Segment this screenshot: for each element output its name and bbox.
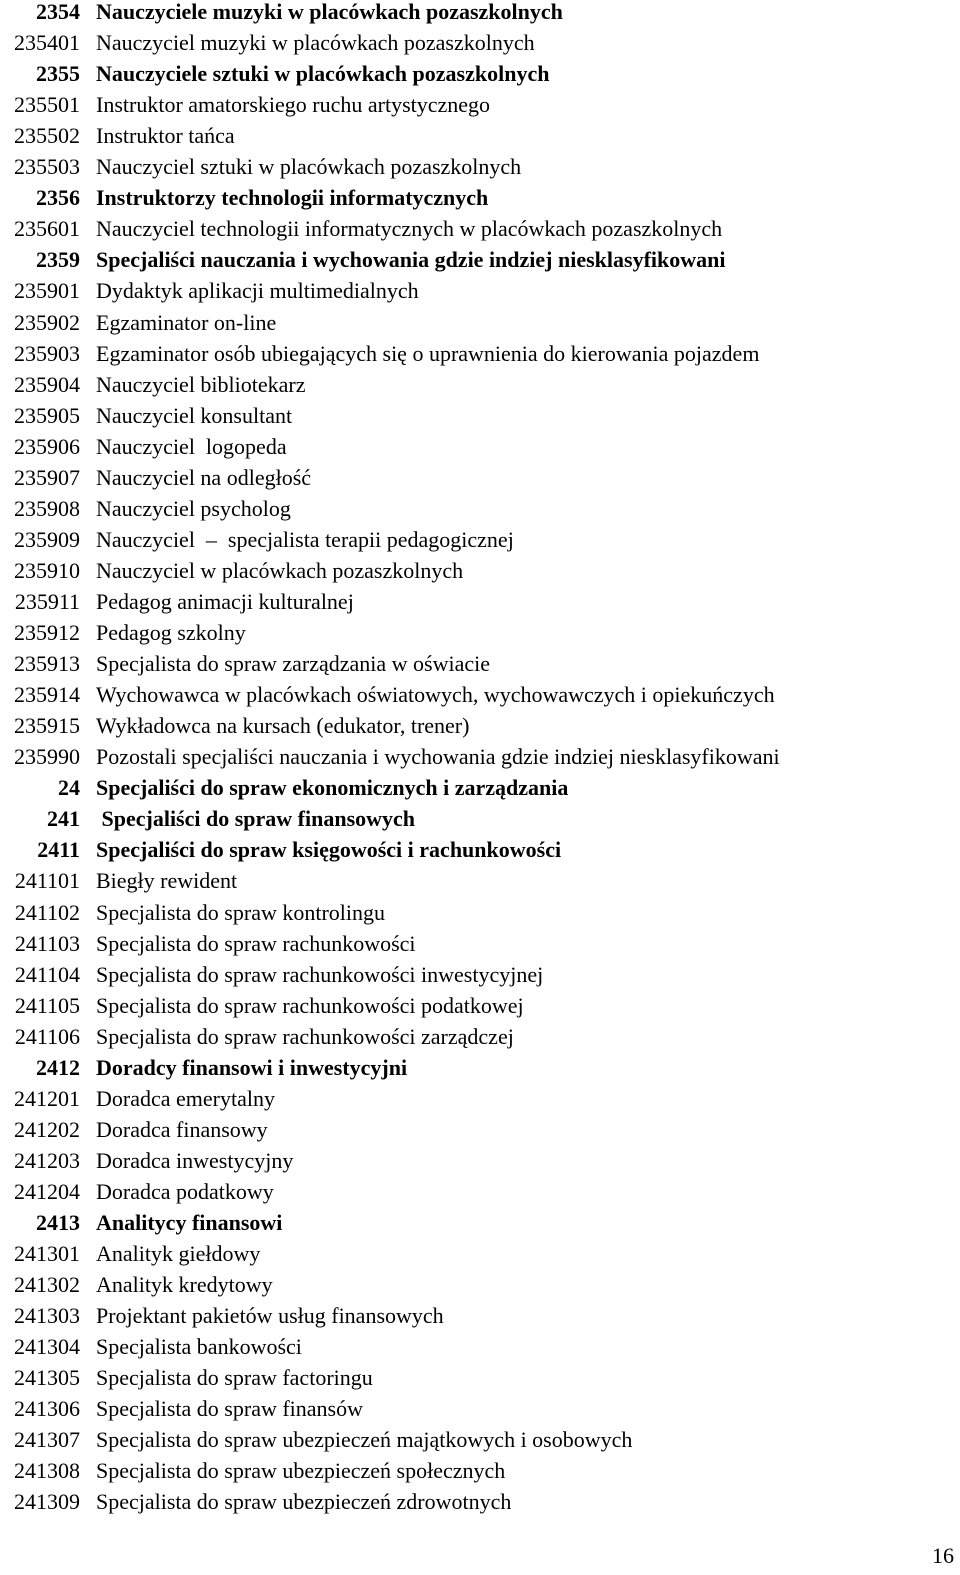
occupation-code: 2356 — [36, 185, 80, 211]
occupation-code: 235907 — [14, 464, 80, 490]
occupation-code: 235911 — [14, 589, 80, 614]
occupation-row — [0, 462, 960, 493]
occupation-code: 235913 — [14, 651, 80, 677]
occupation-code: 235915 — [14, 713, 80, 739]
occupation-code: 235903 — [14, 340, 80, 366]
group-heading-row — [0, 1207, 960, 1238]
occupation-code: 235401 — [14, 30, 80, 56]
occupation-label: Nauczyciele muzyki w placówkach pozaszkolnych — [96, 0, 563, 24]
occupation-code: 2413 — [36, 1210, 80, 1235]
occupation-row — [0, 431, 960, 462]
occupation-label: Nauczyciel w placówkach pozaszkolnych — [96, 557, 464, 583]
occupation-code: 235910 — [14, 557, 80, 583]
occupation-row — [0, 400, 960, 431]
occupation-label: Nauczyciel – specjalista terapii pedagogicznej — [96, 526, 514, 552]
occupation-label: Specjaliści do spraw finansowych — [96, 806, 416, 832]
occupation-label: Doradca inwestycyjny — [96, 1147, 294, 1173]
occupation-label: Biegły rewident — [96, 868, 238, 894]
occupation-label: Doradca emerytalny — [96, 1085, 275, 1111]
group-heading-row — [0, 803, 960, 834]
occupation-label: Nauczyciel sztuki w placówkach pozaszkolnych — [96, 154, 522, 180]
occupation-row — [0, 213, 960, 244]
occupation-row — [0, 617, 960, 648]
occupation-label: Instruktorzy technologii informatycznych — [96, 185, 489, 211]
occupation-row — [0, 679, 960, 710]
occupation-label: Specjalista do spraw finansów — [96, 1396, 363, 1422]
page-number: 16 — [932, 1543, 954, 1568]
occupation-label: Nauczyciel na odległość — [96, 464, 312, 490]
occupation-label: Specjalista bankowości — [96, 1334, 302, 1360]
group-heading-row — [0, 0, 960, 27]
occupation-code: 235909 — [14, 526, 80, 552]
occupation-code: 24 — [58, 775, 80, 801]
occupation-code: 241302 — [14, 1272, 80, 1297]
occupation-code: 241203 — [14, 1147, 80, 1173]
occupation-code: 241304 — [14, 1334, 80, 1360]
occupation-label: Nauczyciel konsultant — [96, 402, 293, 428]
occupation-code: 235902 — [14, 309, 80, 335]
occupation-label: Pedagog animacji kulturalnej — [96, 589, 354, 614]
occupation-row — [0, 1331, 960, 1362]
occupation-label: Doradca finansowy — [96, 1116, 268, 1142]
occupation-label: Pozostali specjaliści nauczania i wychowania gdzie indziej niesklasyfikowani — [96, 744, 780, 770]
occupation-label: Specjalista do spraw rachunkowości podatkowej — [96, 992, 524, 1018]
occupation-label: Projektant pakietów usług finansowych — [96, 1303, 444, 1329]
occupation-code: 235990 — [14, 744, 80, 770]
group-heading-row — [0, 58, 960, 89]
occupation-row — [0, 120, 960, 151]
occupation-code: 2354 — [36, 0, 80, 24]
occupation-code: 241204 — [14, 1178, 80, 1204]
occupation-label: Nauczyciel muzyki w placówkach pozaszkolnych — [96, 30, 535, 56]
occupation-row — [0, 586, 960, 617]
group-heading-row — [0, 182, 960, 213]
occupation-code: 241306 — [14, 1396, 80, 1422]
occupation-code: 235912 — [14, 620, 80, 645]
occupation-row — [0, 555, 960, 586]
occupation-label: Doradcy finansowi i inwestycyjni — [96, 1054, 408, 1080]
occupation-code: 235502 — [14, 123, 80, 149]
occupation-code: 241201 — [14, 1085, 80, 1111]
occupation-row — [0, 1362, 960, 1393]
occupation-label: Specjalista do spraw factoringu — [96, 1365, 373, 1391]
occupation-label: Dydaktyk aplikacji multimedialnych — [96, 278, 419, 304]
occupation-code: 235908 — [14, 495, 80, 521]
occupation-code: 235503 — [14, 154, 80, 180]
occupation-row — [0, 369, 960, 400]
occupation-code: 241303 — [14, 1303, 80, 1329]
occupation-label: Nauczyciele sztuki w placówkach pozaszkolnych — [96, 61, 550, 87]
occupation-row — [0, 275, 960, 306]
occupation-label: Specjalista do spraw ubezpieczeń społecznych — [96, 1458, 506, 1484]
occupation-row — [0, 493, 960, 524]
occupation-row — [0, 27, 960, 58]
group-heading-row — [0, 834, 960, 865]
occupation-code: 241101 — [14, 868, 80, 894]
occupation-label: Specjalista do spraw ubezpieczeń majątkowych i osobowych — [96, 1427, 633, 1453]
occupation-code: 241102 — [14, 899, 80, 925]
occupation-label: Pedagog szkolny — [96, 620, 246, 645]
occupation-code: 235904 — [14, 371, 80, 397]
occupation-label: Analityk kredytowy — [96, 1272, 273, 1297]
group-heading-row — [0, 772, 960, 803]
occupation-label: Specjaliści do spraw ekonomicznych i zarządzania — [96, 775, 569, 801]
occupation-code: 241307 — [14, 1427, 80, 1453]
occupation-code: 235914 — [14, 682, 80, 708]
occupation-row — [0, 89, 960, 120]
occupation-code: 241106 — [14, 1023, 80, 1049]
occupation-label: Instruktor tańca — [96, 123, 235, 149]
occupation-row — [0, 928, 960, 959]
occupation-row — [0, 1424, 960, 1455]
occupation-label: Specjalista do spraw zarządzania w oświacie — [96, 651, 490, 677]
occupation-row — [0, 865, 960, 896]
occupation-label: Egzaminator osób ubiegających się o uprawnienia do kierowania pojazdem — [96, 340, 760, 366]
occupation-row — [0, 1176, 960, 1207]
occupation-code: 241202 — [14, 1116, 80, 1142]
occupation-row — [0, 648, 960, 679]
occupation-row — [0, 897, 960, 928]
occupation-label: Analitycy finansowi — [96, 1210, 283, 1235]
occupation-row — [0, 710, 960, 741]
occupation-row — [0, 1393, 960, 1424]
occupation-label: Doradca podatkowy — [96, 1178, 274, 1204]
occupation-code: 235901 — [14, 278, 80, 304]
group-heading-row — [0, 244, 960, 275]
occupation-row — [0, 1269, 960, 1300]
occupation-label: Wychowawca w placówkach oświatowych, wychowawczych i opiekuńczych — [96, 682, 775, 708]
occupation-row — [0, 151, 960, 182]
occupation-code: 235601 — [14, 216, 80, 242]
occupation-row — [0, 1455, 960, 1486]
occupation-code: 241305 — [14, 1365, 80, 1391]
occupation-row — [0, 1083, 960, 1114]
occupation-row — [0, 741, 960, 772]
occupation-code: 2355 — [36, 61, 80, 87]
occupation-label: Specjaliści nauczania i wychowania gdzie indziej niesklasyfikowani — [96, 247, 726, 273]
occupation-code: 2411 — [37, 837, 80, 863]
occupation-code: 241308 — [14, 1458, 80, 1484]
occupation-row — [0, 524, 960, 555]
occupation-label: Egzaminator on-line — [96, 309, 277, 335]
occupation-label: Wykładowca na kursach (edukator, trener) — [96, 713, 470, 739]
occupation-row — [0, 1300, 960, 1331]
occupation-label: Specjalista do spraw kontrolingu — [96, 899, 386, 925]
occupation-code: 235501 — [14, 92, 80, 118]
occupation-label: Analityk giełdowy — [96, 1241, 261, 1266]
occupation-label: Specjalista do spraw rachunkowości inwestycyjnej — [96, 961, 544, 987]
occupation-row — [0, 1021, 960, 1052]
occupation-code: 241103 — [14, 930, 80, 956]
occupation-code: 241105 — [14, 992, 80, 1018]
occupation-row — [0, 1486, 960, 1517]
occupation-label: Specjaliści do spraw księgowości i rachunkowości — [96, 837, 562, 863]
occupation-row — [0, 1238, 960, 1269]
occupation-label: Specjalista do spraw ubezpieczeń zdrowotnych — [96, 1489, 512, 1515]
occupation-row — [0, 338, 960, 369]
occupation-label: Nauczyciel bibliotekarz — [96, 371, 306, 397]
occupation-row — [0, 959, 960, 990]
occupation-label: Specjalista do spraw rachunkowości — [96, 930, 416, 956]
occupation-code: 235906 — [14, 433, 80, 459]
occupation-label: Nauczyciel technologii informatycznych w placówkach pozaszkolnych — [96, 216, 723, 242]
occupation-code: 2359 — [36, 247, 80, 273]
occupation-row — [0, 1114, 960, 1145]
group-heading-row — [0, 1052, 960, 1083]
occupation-label: Nauczyciel psycholog — [96, 495, 291, 521]
occupation-code: 235905 — [14, 402, 80, 428]
occupation-label: Instruktor amatorskiego ruchu artystycznego — [96, 92, 491, 118]
occupation-label: Nauczyciel logopeda — [96, 433, 287, 459]
occupation-row — [0, 990, 960, 1021]
occupation-code: 241104 — [14, 961, 80, 987]
occupation-code: 241 — [47, 806, 80, 832]
occupation-label: Specjalista do spraw rachunkowości zarządczej — [96, 1023, 514, 1049]
occupation-row — [0, 1145, 960, 1176]
occupation-code: 241301 — [14, 1241, 80, 1266]
occupation-code: 241309 — [14, 1489, 80, 1515]
occupation-code: 2412 — [36, 1054, 80, 1080]
occupation-row — [0, 307, 960, 338]
